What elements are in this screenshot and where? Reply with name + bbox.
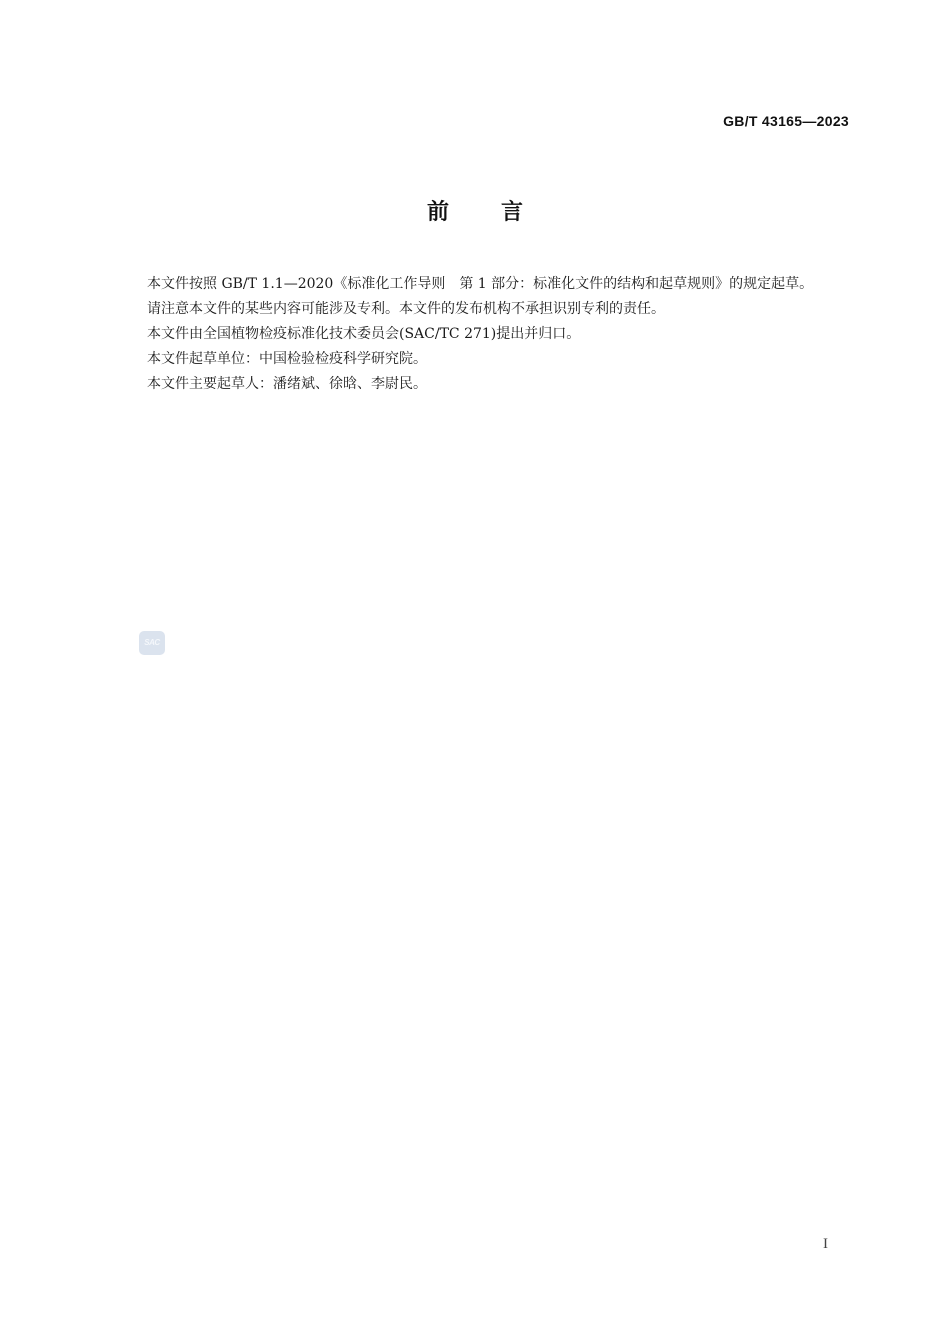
standard-code: GB/T 43165—2023 [723,113,849,129]
page-number: I [823,1236,828,1252]
sac-watermark-logo: SAC [139,631,165,655]
paragraph-proposer: 本文件由全国植物检疫标准化技术委员会(SAC/TC 271)提出并归口。 [147,326,581,342]
paragraph-drafters: 本文件主要起草人：潘绪斌、徐晗、李尉民。 [147,376,427,392]
title-char-2: 言 [501,200,524,225]
foreword-body [114,272,850,397]
title-char-1: 前 [426,200,449,225]
paragraph-drafting-rules: 本文件按照 GB/T 1.1—2020《标准化工作导则 第 1 部分：标准化文件的结构和起草规则》的规定起草。 [147,276,814,292]
paragraph-patent-notice: 请注意本文件的某些内容可能涉及专利。本文件的发布机构不承担识别专利的责任。 [147,301,665,317]
paragraph-drafting-unit: 本文件起草单位：中国检验检疫科学研究院。 [147,351,427,367]
page-title [0,195,950,226]
